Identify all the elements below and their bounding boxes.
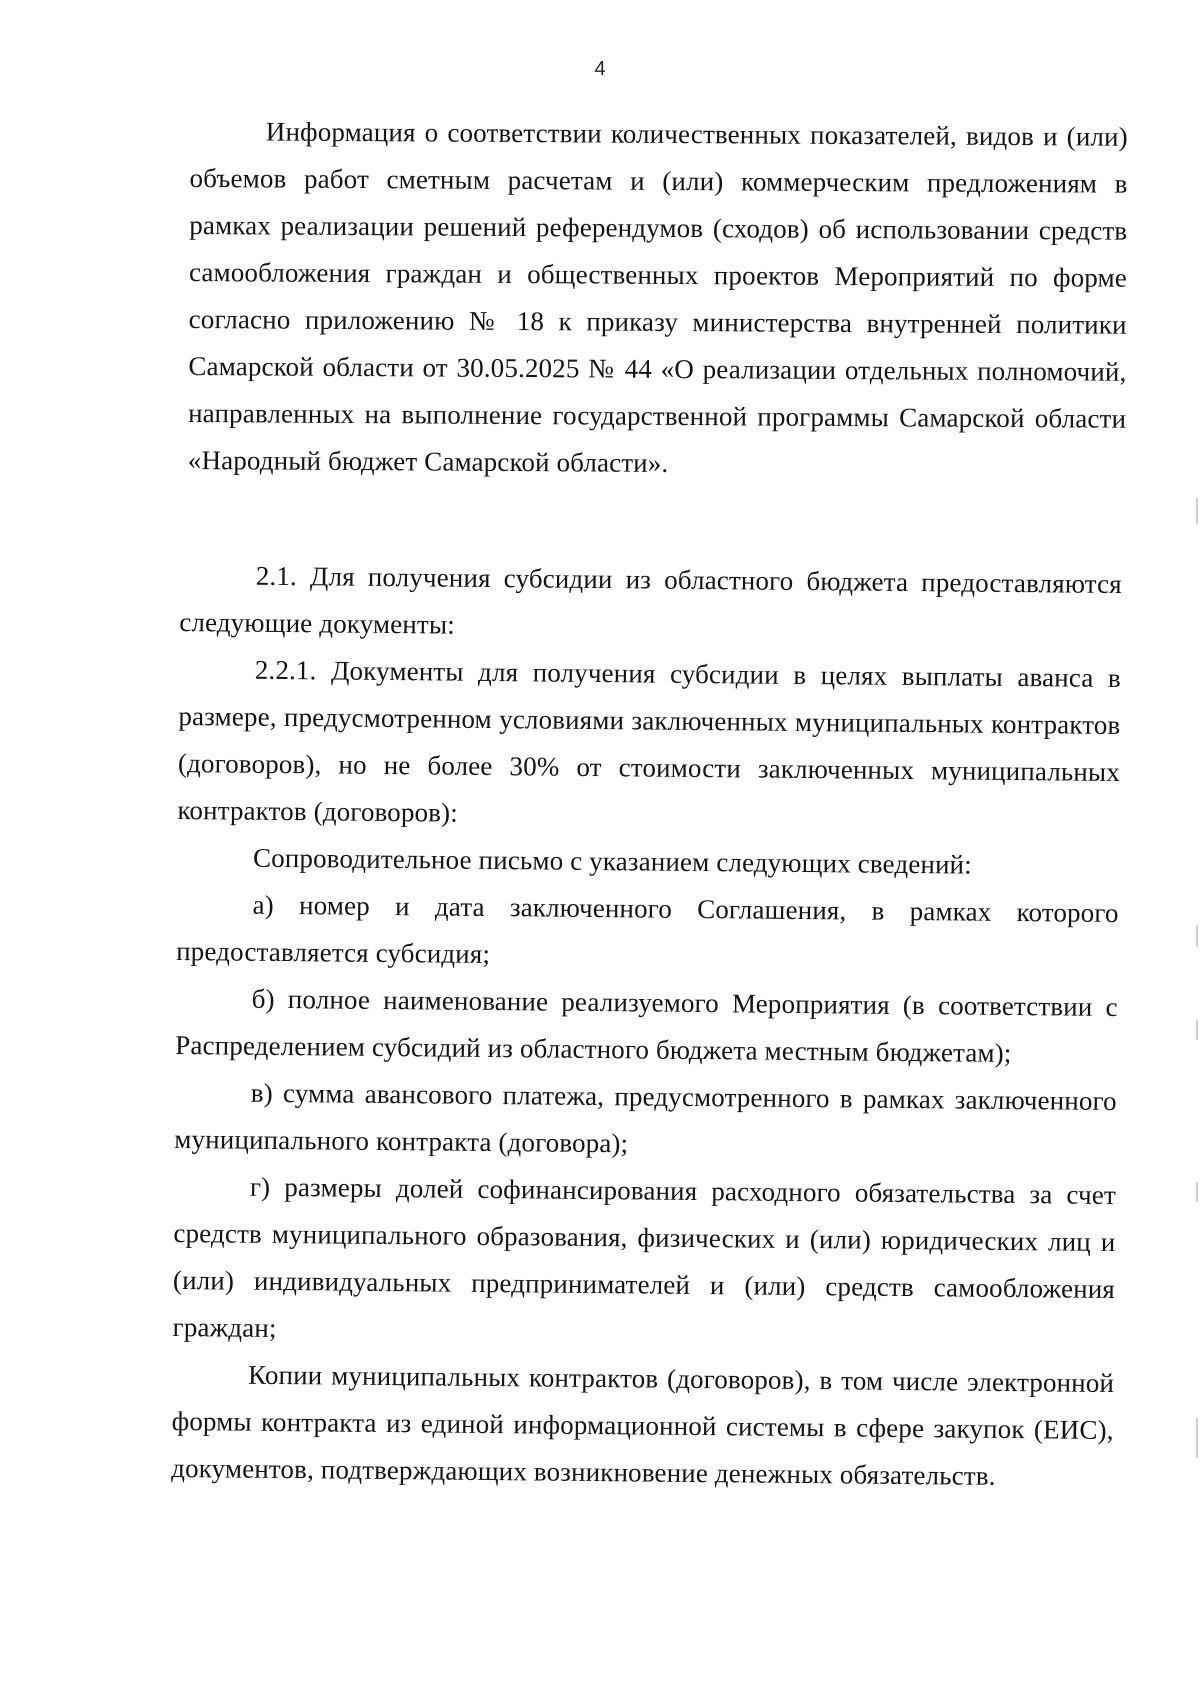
scan-edge-mark: [1196, 925, 1198, 947]
paragraph-2-2-1: 2.2.1. Документы для получения субсидии в целях выплаты аванса в размере, предусмотренном условиями заключенных муниципальных контрактов (договоров), но не более 30% от стоимости заключенных муниципальных контрактов (договоров):: [177, 654, 1121, 828]
scan-edge-mark: [1196, 498, 1198, 524]
paragraph-contract-copies: Копии муниципальных контрактов (договоров), в том числе электронной формы контракта из единой информационной системы в сфере закупок (ЕИС), документов, подтверждающих возникновение денежных обязательств.: [171, 1359, 1115, 1491]
scan-artifact: [905, 0, 965, 6]
paragraph-cover-letter: Сопроводительное письмо с указанием следующих сведений:: [252, 842, 973, 880]
list-item-g: г) размеры долей софинансирования расходного обязательства за счет средств муниципального образования, физических и (или) юридических лиц и (или) индивидуальных предпринимателей и (или) средств самообложения граждан;: [172, 1171, 1117, 1343]
list-item-b: б) полное наименование реализуемого Мероприятия (в соответствии с Распределением субсидий из областного бюджета местным бюджетам);: [175, 983, 1118, 1069]
scan-edge-mark: [1196, 1020, 1198, 1040]
paragraph-2-1: 2.1. Для получения субсидии из областного бюджета предоставляются следующие документы:: [179, 560, 1122, 640]
intro-paragraph: Информация о соответствии количественных показателей, видов и (или) объемов работ сметным расчетам и (или) коммерческим предложениям в рамках реализации решений референдумов (сходов) об использовании средств самообложения граждан и общественных проектов Мероприятий по форме согласно приложению № 18 к приказу министерства внутренней политики Самарской области от 30.05.2025 № 44 «О реализации отдельных полномочий, направленных на выполнение государственной программы Самарской области «Народный бюджет Самарской области».: [187, 116, 1128, 478]
scan-edge-mark: [1196, 1182, 1198, 1202]
scan-edge-mark: [1196, 1418, 1198, 1458]
page-number: 4: [594, 58, 606, 80]
list-item-v: в) сумма авансового платежа, предусмотренного в рамках заключенного муниципального контракта (договора);: [174, 1077, 1117, 1159]
main-body: [171, 552, 1122, 1501]
list-item-a: а) номер и дата заключенного Соглашения, в рамках которого предоставляется субсидия;: [176, 889, 1119, 969]
